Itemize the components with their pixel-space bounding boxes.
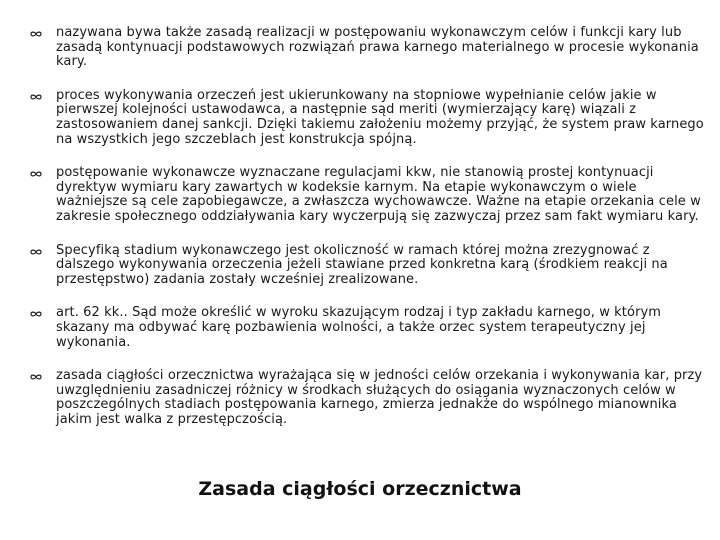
infinity-bullet-icon [30, 170, 42, 178]
bullet-list [30, 26, 705, 427]
infinity-bullet-icon [30, 310, 42, 318]
infinity-bullet-icon [30, 373, 42, 381]
bullet-text: art. 62 kk.. Sąd może określić w wyroku skazującym rodzaj i typ zakładu karnego, w którym skazany ma odbywać karę pozbawienia wolności, a także orzec system terapeutyczny jej wykonania. [56, 305, 662, 350]
bullet-item [30, 26, 705, 70]
bullet-text: proces wykonywania orzeczeń jest ukierunkowany na stopniowe wypełnianie celów jakie w pierwszej kolejności ustawodawca, a następnie sąd meriti (wymierzający karę) wiązali z zastosowaniem danej sankcji. Dzięki takiemu założeniu możemy przyjąć, że system praw karnego na wszystkich jego szczeblach jest konstrukcja spójną. [56, 87, 704, 147]
slide-title: Zasada ciągłości orzecznictwa [198, 478, 522, 500]
bullet-item [30, 306, 705, 350]
bullet-item [30, 166, 705, 224]
bullet-text: nazywana bywa także zasadą realizacji w postępowaniu wykonawczym celów i funkcji kary lub zasadą kontynuacji podstawowych rozwiązań prawa karnego materialnego w procesie wykonania kary. [56, 25, 699, 70]
infinity-bullet-icon [30, 30, 42, 38]
bullet-item [30, 244, 705, 288]
bullet-item [30, 89, 705, 147]
infinity-bullet-icon [30, 248, 42, 256]
bullet-text: Specyfiką stadium wykonawczego jest okoliczność w ramach której można zrezygnować z dalszego wykonywania orzeczenia jeżeli stawiane przed konkretna karą (środkiem reakcji na przestępstwo) zadania zostały wcześniej zrealizowane. [56, 242, 668, 287]
bullet-item [30, 369, 705, 427]
infinity-bullet-icon [30, 93, 42, 101]
bullet-text: zasada ciągłości orzecznictwa wyrażająca się w jedności celów orzekania i wykonywania kar, przy uwzględnieniu zasadniczej różnicy w środkach służących do osiągania wyznaczonych celów w poszczególnych stadiach postępowania karnego, zmierza jednakże do wspólnego mianownika jakim jest walka z przestępczością. [56, 368, 703, 427]
bullet-text: postępowanie wykonawcze wyznaczane regulacjami kkw, nie stanowią prostej kontynuacji dyrektyw wymiaru kary zawartych w kodeksie karnym. Na etapie wykonawczym o wiele ważniejsze są cele zapobiegawcze, a zwłaszcza wychowawcze. Ważne na etapie orzekania cele w zakresie społecznego oddziaływania kary wyczerpują się zazwyczaj przez sam fakt wymiaru kary. [56, 165, 701, 224]
